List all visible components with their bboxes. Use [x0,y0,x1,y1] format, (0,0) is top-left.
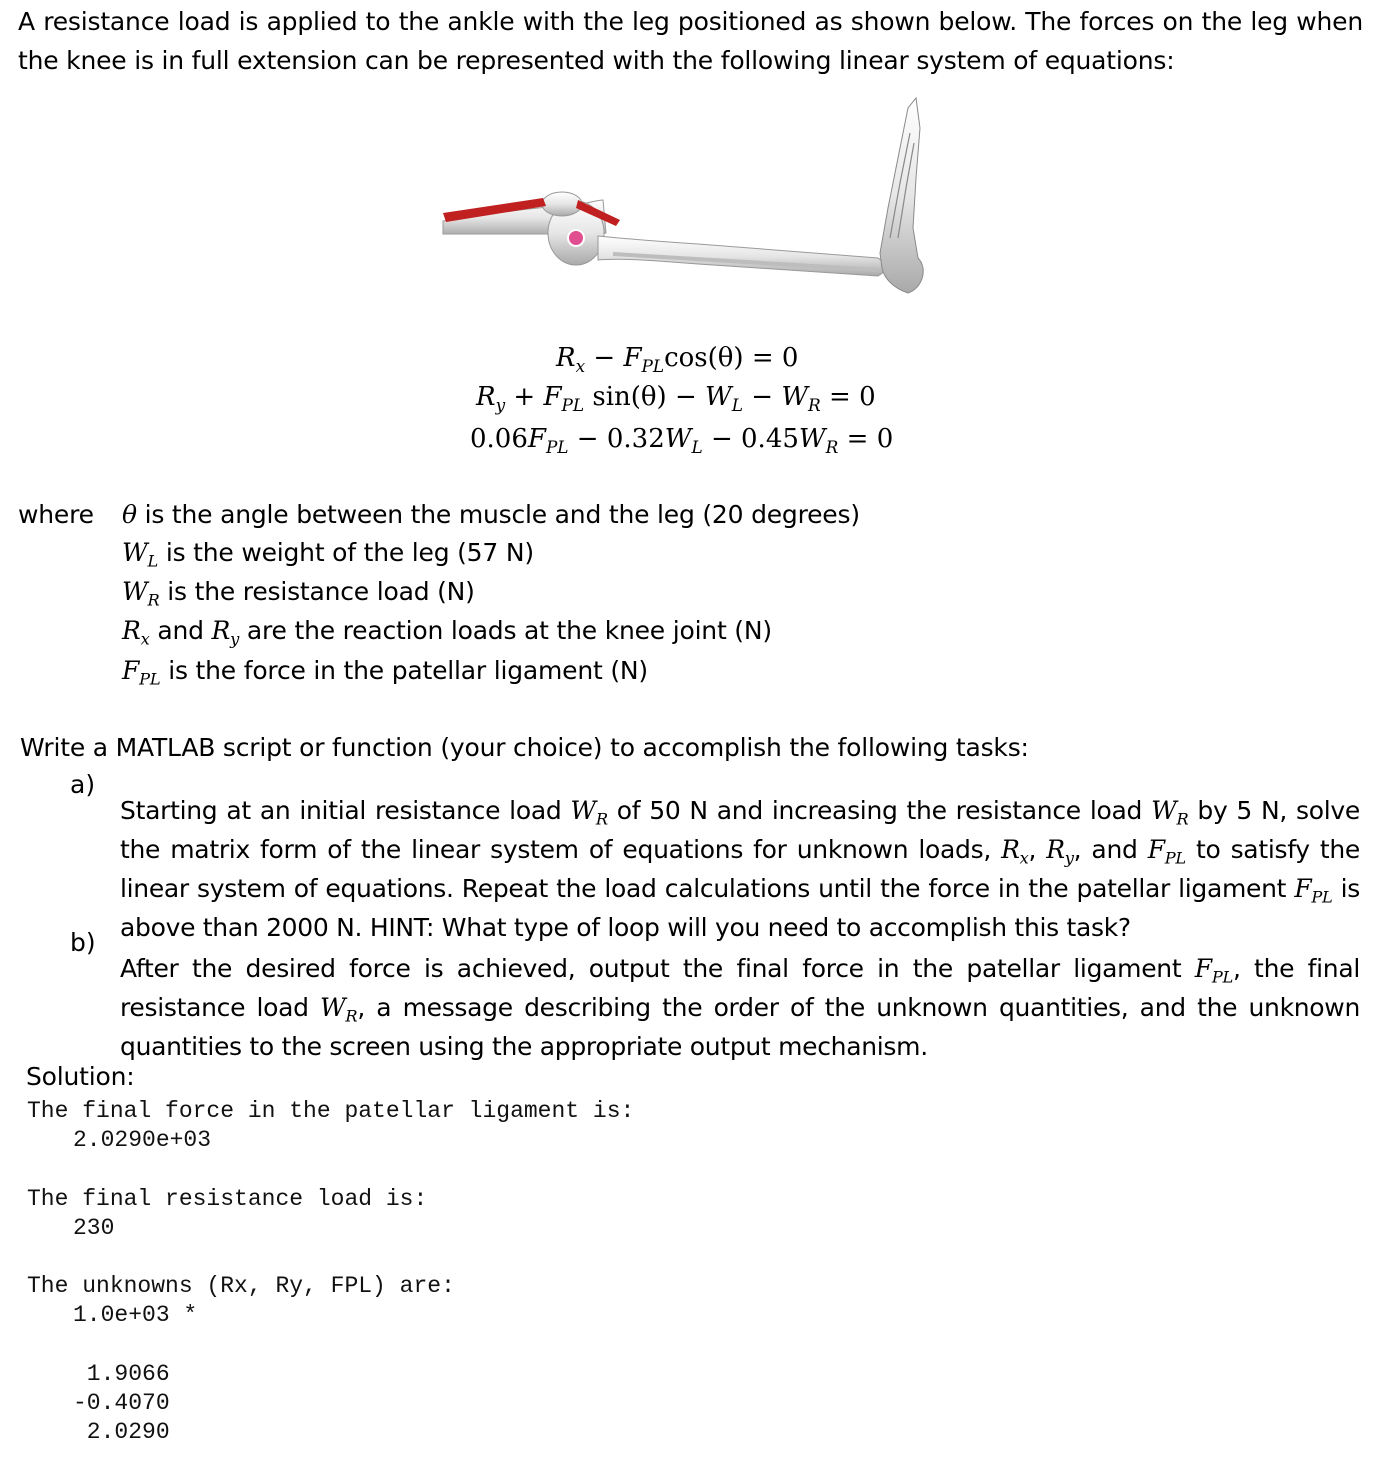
solution-value-1: 2.0290e+03 [73,1127,212,1153]
solution-rx: 1.9066 [73,1361,170,1387]
task-b-marker: b) [70,928,96,957]
tasks-heading: Write a MATLAB script or function (your choice) to accomplish the following tasks: [20,733,1029,762]
equation-2: $R_y + F_{PL}$ $\sin(\theta) - W_L - W_R = 0$ [476,382,876,415]
patella-bone [542,192,582,216]
task-a-text: Starting at an initial resistance load $W_R$ of 50 N and increasing the resistance load $W_R$ by 5 N, solve the matrix form of the linear system of equations for unknown loads, $R_x$, $R_y$, and $F_{PL}$ to satisfy the linear system of equations. Repeat the load calculations until the force in the patellar ligament $F_{PL}$ is above than 2000 N. HINT: What type of loop will you need to accomplish this task? [120,796,1360,942]
where-fpl: $F_{PL}$ is the force in the patellar ligament (N) [122,656,648,689]
solution-ry: -0.4070 [73,1390,170,1416]
solution-line-3: The unknowns (Rx, Ry, FPL) are: [27,1273,455,1299]
where-wl: $W_L$ is the weight of the leg (57 N) [122,538,534,571]
where-theta: θ is the angle between the muscle and the leg (20 degrees) [122,500,860,529]
solution-label: Solution: [26,1062,135,1091]
where-wr: $W_R$ is the resistance load (N) [122,577,475,610]
solution-value-2: 230 [73,1215,115,1241]
knee-joint-marker [568,230,584,246]
task-b-text: After the desired force is achieved, output the final force in the patellar ligament $F_{PL}$, the final resistance load $W_R$, a message describing the order of the unknown quantities, and the unknown quantities to the screen using the appropriate output mechanism. [120,954,1360,1061]
foot-bones [880,98,923,293]
solution-scale: 1.0e+03 * [73,1302,198,1328]
leg-figure [438,88,938,308]
solution-fpl: 2.0290 [73,1419,170,1445]
intro-paragraph: A resistance load is applied to the ankle with the leg positioned as shown below. The forces on the leg when the knee is in full extension can be represented with the following linear system of equations: [18,7,1363,75]
solution-line-2: The final resistance load is: [27,1186,428,1212]
solution-line-1: The final force in the patellar ligament is: [27,1098,635,1124]
equation-1: $R_x - F_{PL}\cos(\theta) = 0$ [556,343,799,376]
where-rxry: $R_x$ and $R_y$ are the reaction loads at the knee joint (N) [122,616,772,649]
equation-3: $0.06F_{PL} - 0.32W_L - 0.45W_R = 0$ [470,424,894,457]
where-label: where [18,500,94,529]
task-a-marker: a) [70,770,96,799]
